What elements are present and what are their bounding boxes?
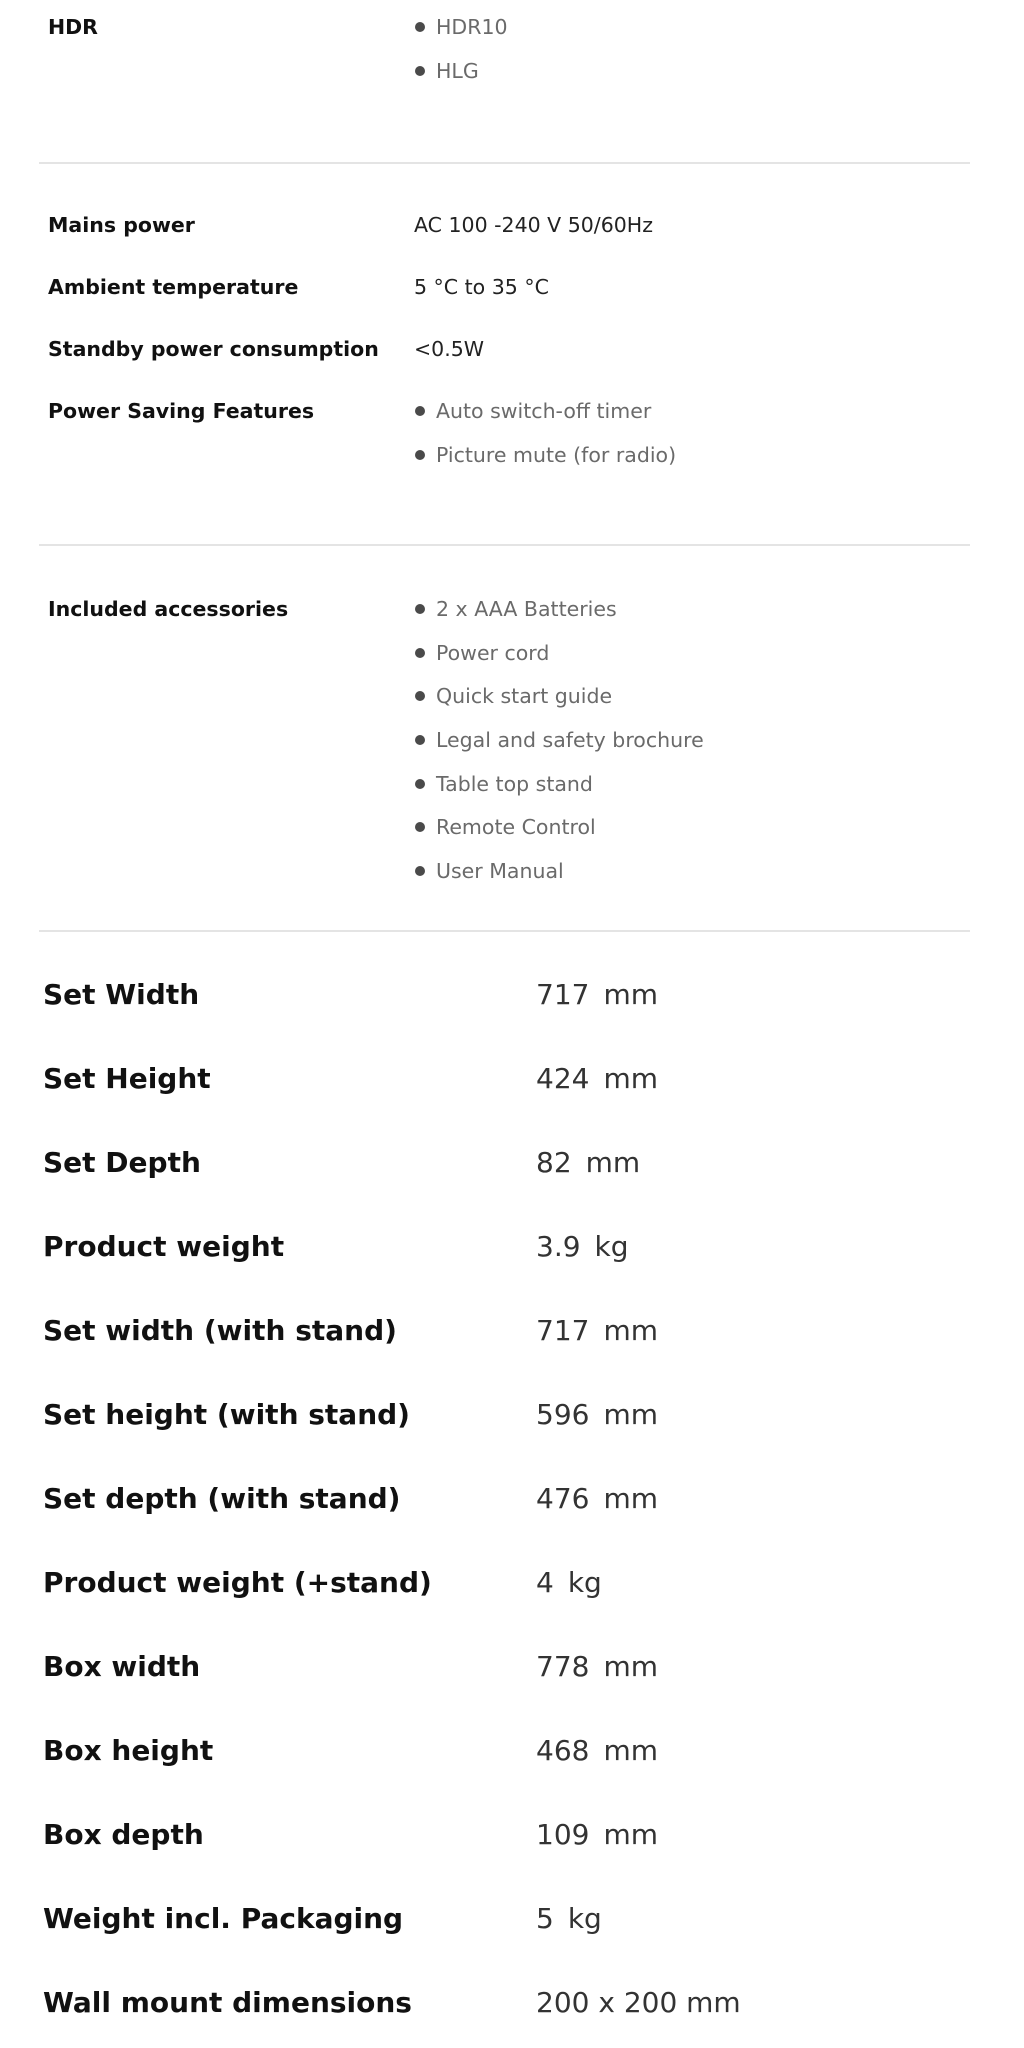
- spec-label-mains-power: Mains power: [48, 213, 195, 237]
- spec-label-included-accessories: Included accessories: [48, 597, 289, 621]
- dim-row-set-width: [0, 977, 1024, 1027]
- list-item: [414, 14, 508, 58]
- spec-row-hdr: [39, 14, 970, 83]
- dim-label: Wall mount dimensions: [43, 1986, 412, 2019]
- dim-unit: mm: [603, 1314, 659, 1347]
- dim-value: [536, 1061, 658, 1097]
- dim-unit: mm: [603, 1734, 659, 1767]
- bullet-icon: [415, 735, 425, 745]
- list-item-text: 2 x AAA Batteries: [436, 597, 617, 621]
- dim-unit: mm: [603, 978, 659, 1011]
- list-item-text: Legal and safety brochure: [436, 728, 704, 753]
- list-item-text: Auto switch-off timer: [436, 399, 652, 423]
- bullet-icon: [415, 779, 425, 789]
- dim-row-set-depth: [0, 1145, 1024, 1195]
- list-item-text: HDR10: [436, 15, 508, 39]
- dim-row-set-height: [0, 1061, 1024, 1111]
- section-divider: [39, 930, 970, 932]
- dim-row-product-weight: [0, 1229, 1024, 1279]
- dim-row-set-depth-with-stand: [0, 1481, 1024, 1531]
- dim-row-set-height-with-stand: [0, 1397, 1024, 1447]
- dim-unit: mm: [603, 1818, 659, 1851]
- list-item: [414, 596, 704, 640]
- dim-label: Product weight (+stand): [43, 1566, 432, 1599]
- list-item: [414, 727, 704, 771]
- bullet-icon: [415, 866, 425, 876]
- dim-value: [536, 1649, 658, 1685]
- dim-number: 3.9: [536, 1230, 581, 1263]
- dim-value: [536, 1397, 658, 1433]
- dim-number: 5: [536, 1902, 554, 1935]
- dim-unit: kg: [567, 1566, 602, 1599]
- dim-value: [536, 1145, 640, 1181]
- dim-row-set-width-with-stand: [0, 1313, 1024, 1363]
- bullet-icon: [415, 406, 425, 416]
- dim-value: [536, 1901, 602, 1937]
- spec-row-mains-power: [39, 212, 970, 252]
- dim-number: 82: [536, 1146, 572, 1179]
- dim-value: [536, 1733, 658, 1769]
- bullet-icon: [415, 604, 425, 614]
- dim-label: Set width (with stand): [43, 1314, 397, 1347]
- dim-label: Box width: [43, 1650, 201, 1683]
- section-divider: [39, 544, 970, 546]
- dim-number: 4: [536, 1566, 554, 1599]
- section-divider: [39, 162, 970, 164]
- dim-number: 476: [536, 1482, 590, 1515]
- dim-value: [536, 1985, 755, 2021]
- spec-label-power-saving: Power Saving Features: [48, 399, 315, 423]
- spec-row-power-saving: [39, 398, 970, 488]
- dim-value: [536, 1565, 602, 1601]
- dim-number: 596: [536, 1398, 590, 1431]
- list-item: [414, 58, 508, 102]
- bullet-icon: [415, 648, 425, 658]
- spec-label-ambient-temperature: Ambient temperature: [48, 275, 299, 299]
- hdr-list: [414, 14, 508, 101]
- dim-unit: kg: [567, 1902, 602, 1935]
- dim-label: Set Depth: [43, 1146, 201, 1179]
- spec-label-hdr: HDR: [48, 15, 98, 39]
- list-item-text: HLG: [436, 58, 479, 83]
- dim-unit: mm: [603, 1398, 659, 1431]
- dim-row-box-depth: [0, 1817, 1024, 1867]
- list-item: [414, 640, 704, 684]
- list-item-text: User Manual: [436, 859, 564, 884]
- dim-unit: mm: [603, 1482, 659, 1515]
- dim-value: [536, 1229, 629, 1265]
- list-item-text: Remote Control: [436, 815, 596, 840]
- dim-number: 778: [536, 1650, 590, 1683]
- list-item-text: Power cord: [436, 640, 550, 665]
- dim-unit: mm: [585, 1146, 641, 1179]
- dim-value: [536, 1481, 658, 1517]
- spec-row-standby-power: [39, 336, 970, 376]
- dim-label: Set depth (with stand): [43, 1482, 401, 1515]
- list-item-text: Picture mute (for radio): [436, 442, 677, 467]
- bullet-icon: [415, 822, 425, 832]
- dim-number: 109: [536, 1818, 590, 1851]
- dim-value: [536, 1313, 658, 1349]
- list-item-text: Table top stand: [436, 771, 593, 796]
- dim-value: [536, 1817, 658, 1853]
- dim-label: Set Width: [43, 978, 200, 1011]
- dim-label: Set Height: [43, 1062, 211, 1095]
- accessories-list: [414, 596, 704, 902]
- bullet-icon: [415, 66, 425, 76]
- list-item: [414, 442, 676, 486]
- dim-row-weight-incl-packaging: [0, 1901, 1024, 1951]
- spec-label-standby-power: Standby power consumption: [48, 337, 379, 361]
- dim-number: 424: [536, 1062, 590, 1095]
- dim-row-product-weight-stand: [0, 1565, 1024, 1615]
- power-saving-list: [414, 398, 676, 485]
- dim-label: Weight incl. Packaging: [43, 1902, 404, 1935]
- bullet-icon: [415, 450, 425, 460]
- dim-number: 200 x 200 mm: [536, 1986, 741, 2019]
- dim-label: Box height: [43, 1734, 214, 1767]
- dim-unit: kg: [594, 1230, 629, 1263]
- dim-row-wall-mount-dimensions: [0, 1985, 1024, 2035]
- bullet-icon: [415, 691, 425, 701]
- spec-row-ambient-temperature: [39, 274, 970, 314]
- list-item: [414, 771, 704, 815]
- list-item: [414, 683, 704, 727]
- list-item-text: Quick start guide: [436, 684, 613, 709]
- dim-unit: mm: [603, 1650, 659, 1683]
- spec-value-ambient-temperature: 5 °C to 35 °C: [414, 275, 549, 299]
- dim-number: 468: [536, 1734, 590, 1767]
- dim-row-box-width: [0, 1649, 1024, 1699]
- spec-row-included-accessories: [39, 596, 970, 906]
- spec-value-standby-power: <0.5W: [414, 337, 485, 361]
- bullet-icon: [415, 22, 425, 32]
- dim-value: [536, 977, 658, 1013]
- list-item: [414, 814, 704, 858]
- spec-value-mains-power: AC 100 -240 V 50/60Hz: [414, 213, 653, 237]
- dim-number: 717: [536, 978, 590, 1011]
- dim-number: 717: [536, 1314, 590, 1347]
- dim-label: Box depth: [43, 1818, 204, 1851]
- dim-row-box-height: [0, 1733, 1024, 1783]
- dim-label: Set height (with stand): [43, 1398, 410, 1431]
- dim-unit: mm: [603, 1062, 659, 1095]
- list-item: [414, 398, 676, 442]
- list-item: [414, 858, 704, 902]
- dim-label: Product weight: [43, 1230, 285, 1263]
